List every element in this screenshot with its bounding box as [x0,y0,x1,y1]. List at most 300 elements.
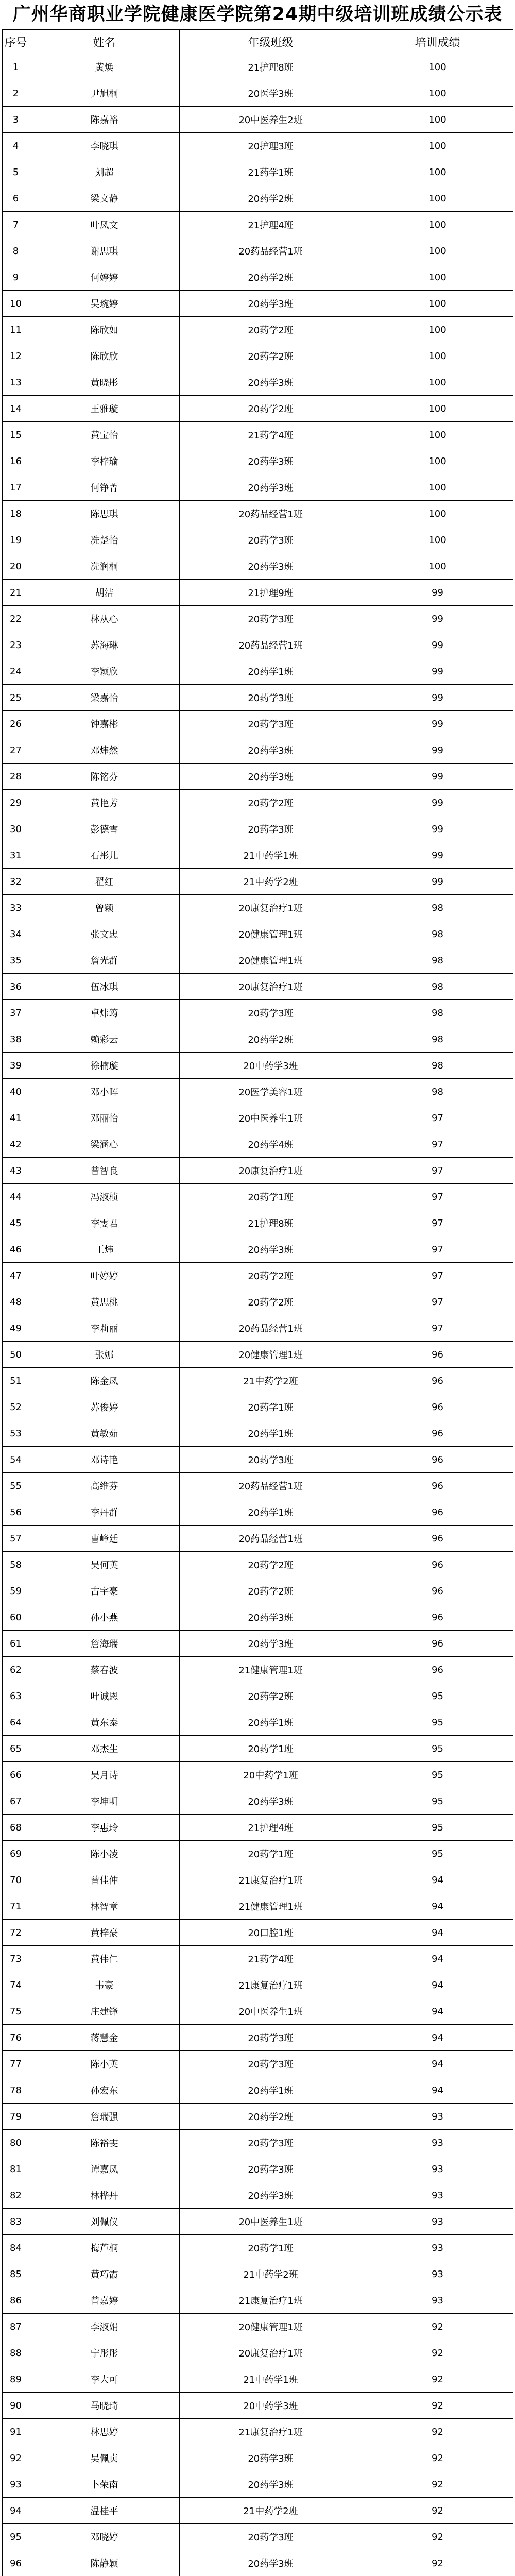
cell-score: 100 [362,212,513,238]
cell-class: 20药学3班 [180,527,362,553]
cell-class: 21中药学1班 [180,2366,362,2393]
cell-score: 93 [362,2261,513,2287]
table-row [3,2366,513,2393]
cell-index: 36 [3,974,29,1000]
cell-class: 20药品经营1班 [180,501,362,527]
header-name: 姓名 [29,30,180,54]
cell-name: 林思婷 [29,2419,180,2445]
cell-score: 95 [362,1683,513,1709]
cell-index: 30 [3,816,29,842]
cell-index: 88 [3,2340,29,2366]
cell-score: 93 [362,2130,513,2156]
table-row [3,1998,513,2025]
cell-name: 李梓瑜 [29,448,180,474]
score-table [2,29,513,2576]
cell-index: 68 [3,1815,29,1841]
cell-class: 20药学2班 [180,264,362,291]
table-row [3,1788,513,1815]
cell-name: 黄艳芳 [29,790,180,816]
cell-index: 84 [3,2235,29,2261]
cell-index: 59 [3,1578,29,1604]
cell-name: 叶诚恩 [29,1683,180,1709]
cell-score: 98 [362,974,513,1000]
cell-index: 49 [3,1315,29,1342]
cell-index: 16 [3,448,29,474]
cell-score: 92 [362,2366,513,2393]
cell-class: 20中药学3班 [180,2393,362,2419]
cell-class: 20药学3班 [180,711,362,737]
cell-name: 谭嘉凤 [29,2156,180,2182]
cell-class: 20药学3班 [180,448,362,474]
cell-name: 石彤儿 [29,842,180,869]
cell-score: 94 [362,2025,513,2051]
cell-class: 20药学2班 [180,1578,362,1604]
cell-index: 64 [3,1709,29,1736]
cell-index: 22 [3,606,29,632]
cell-class: 21护理4班 [180,1815,362,1841]
cell-class: 20药学3班 [180,369,362,396]
table-row [3,2524,513,2550]
cell-score: 100 [362,317,513,343]
cell-score: 96 [362,1394,513,1420]
cell-score: 99 [362,764,513,790]
table-body [3,54,513,2576]
cell-name: 李雯君 [29,1210,180,1236]
cell-class: 20药学3班 [180,737,362,764]
cell-score: 96 [362,1526,513,1552]
cell-index: 65 [3,1736,29,1762]
cell-name: 吴月诗 [29,1762,180,1788]
cell-name: 胡洁 [29,580,180,606]
table-row [3,974,513,1000]
cell-index: 24 [3,658,29,685]
cell-score: 94 [362,1893,513,1920]
cell-score: 92 [362,2419,513,2445]
cell-name: 曾颖 [29,895,180,921]
cell-class: 20药学3班 [180,2471,362,2498]
cell-score: 100 [362,553,513,580]
table-row [3,2550,513,2576]
cell-score: 92 [362,2393,513,2419]
table-row [3,107,513,133]
cell-class: 20药学3班 [180,2051,362,2077]
cell-index: 55 [3,1473,29,1499]
cell-score: 94 [362,1998,513,2025]
table-row [3,2182,513,2209]
cell-index: 79 [3,2104,29,2130]
cell-index: 8 [3,238,29,264]
cell-class: 21中药学2班 [180,1368,362,1394]
cell-score: 98 [362,1000,513,1026]
cell-class: 20护理3班 [180,133,362,159]
cell-class: 20中医养生1班 [180,1998,362,2025]
cell-name: 梁涵心 [29,1131,180,1158]
cell-score: 93 [362,2287,513,2314]
table-row [3,737,513,764]
table-row [3,1342,513,1368]
cell-index: 48 [3,1289,29,1315]
cell-name: 刘佩仪 [29,2209,180,2235]
cell-index: 26 [3,711,29,737]
cell-score: 99 [362,790,513,816]
cell-score: 100 [362,238,513,264]
cell-score: 93 [362,2156,513,2182]
table-row [3,1499,513,1526]
cell-score: 96 [362,1368,513,1394]
cell-score: 97 [362,1131,513,1158]
table-row [3,1920,513,1946]
cell-index: 91 [3,2419,29,2445]
table-row [3,632,513,658]
cell-score: 97 [362,1289,513,1315]
cell-index: 71 [3,1893,29,1920]
table-row [3,2419,513,2445]
cell-index: 23 [3,632,29,658]
cell-name: 何铮菁 [29,474,180,501]
cell-index: 81 [3,2156,29,2182]
cell-name: 陈欣如 [29,317,180,343]
cell-index: 53 [3,1420,29,1447]
cell-class: 20药品经营1班 [180,1526,362,1552]
cell-name: 吴何英 [29,1552,180,1578]
table-row [3,921,513,947]
cell-class: 20药学3班 [180,553,362,580]
cell-name: 彭德雪 [29,816,180,842]
cell-score: 100 [362,159,513,185]
table-row [3,2471,513,2498]
cell-name: 黄东泰 [29,1709,180,1736]
cell-index: 86 [3,2287,29,2314]
cell-index: 37 [3,1000,29,1026]
cell-class: 21中药学2班 [180,869,362,895]
table-row [3,369,513,396]
cell-class: 20药学3班 [180,685,362,711]
cell-name: 黄晓彤 [29,369,180,396]
cell-index: 51 [3,1368,29,1394]
table-row [3,1026,513,1053]
cell-score: 97 [362,1210,513,1236]
cell-index: 12 [3,343,29,369]
cell-index: 32 [3,869,29,895]
table-row [3,1053,513,1079]
cell-class: 20药学1班 [180,2077,362,2104]
cell-index: 35 [3,947,29,974]
cell-name: 谢思琪 [29,238,180,264]
cell-class: 20药学2班 [180,185,362,212]
cell-score: 92 [362,2524,513,2550]
cell-score: 96 [362,1473,513,1499]
table-row [3,133,513,159]
cell-index: 78 [3,2077,29,2104]
table-row [3,1263,513,1289]
cell-name: 张娜 [29,1342,180,1368]
table-row [3,1578,513,1604]
table-row [3,1815,513,1841]
cell-score: 100 [362,54,513,80]
cell-class: 21药学4班 [180,422,362,448]
cell-score: 94 [362,1867,513,1893]
table-row [3,422,513,448]
cell-index: 87 [3,2314,29,2340]
cell-name: 梅芦桐 [29,2235,180,2261]
cell-class: 20药学3班 [180,474,362,501]
table-row [3,159,513,185]
table-row [3,54,513,80]
cell-index: 4 [3,133,29,159]
cell-class: 20药学3班 [180,291,362,317]
table-row [3,1131,513,1158]
cell-class: 21中药学1班 [180,842,362,869]
cell-index: 20 [3,553,29,580]
cell-score: 100 [362,185,513,212]
cell-score: 95 [362,1709,513,1736]
cell-index: 2 [3,80,29,107]
cell-class: 21护理8班 [180,54,362,80]
table-row [3,343,513,369]
cell-index: 27 [3,737,29,764]
cell-class: 20药学3班 [180,1236,362,1263]
cell-index: 95 [3,2524,29,2550]
cell-name: 林智章 [29,1893,180,1920]
cell-class: 20药学3班 [180,764,362,790]
cell-score: 99 [362,842,513,869]
cell-index: 54 [3,1447,29,1473]
cell-score: 92 [362,2498,513,2524]
cell-class: 20药品经营1班 [180,632,362,658]
cell-name: 邓小晖 [29,1079,180,1105]
cell-score: 96 [362,1420,513,1447]
cell-index: 39 [3,1053,29,1079]
cell-index: 31 [3,842,29,869]
cell-index: 25 [3,685,29,711]
table-row [3,1657,513,1683]
cell-class: 20药学3班 [180,2156,362,2182]
table-row [3,1447,513,1473]
cell-score: 97 [362,1236,513,1263]
cell-name: 詹瑞强 [29,2104,180,2130]
cell-name: 曹峰廷 [29,1526,180,1552]
cell-index: 33 [3,895,29,921]
cell-class: 20药学3班 [180,1000,362,1026]
table-row [3,685,513,711]
cell-score: 100 [362,527,513,553]
cell-index: 40 [3,1079,29,1105]
table-row [3,80,513,107]
table-row [3,185,513,212]
cell-name: 陈小凌 [29,1841,180,1867]
table-row [3,238,513,264]
cell-index: 73 [3,1946,29,1972]
cell-score: 99 [362,632,513,658]
cell-class: 20药品经营1班 [180,1315,362,1342]
cell-name: 冼楚怡 [29,527,180,553]
cell-score: 100 [362,133,513,159]
cell-class: 20药品经营1班 [180,1473,362,1499]
table-row [3,2445,513,2471]
table-row [3,869,513,895]
table-row [3,1394,513,1420]
table-row [3,527,513,553]
cell-class: 20药学3班 [180,1788,362,1815]
table-row [3,2130,513,2156]
table-row [3,1184,513,1210]
cell-index: 50 [3,1342,29,1368]
cell-name: 陈嘉裕 [29,107,180,133]
cell-name: 李丹群 [29,1499,180,1526]
table-row [3,1526,513,1552]
cell-class: 20药学4班 [180,1131,362,1158]
cell-class: 20康复治疗1班 [180,2340,362,2366]
cell-name: 陈静颖 [29,2550,180,2576]
cell-index: 92 [3,2445,29,2471]
cell-index: 38 [3,1026,29,1053]
cell-score: 97 [362,1184,513,1210]
cell-class: 20药学2班 [180,1289,362,1315]
cell-index: 57 [3,1526,29,1552]
cell-class: 20康复治疗1班 [180,895,362,921]
cell-class: 20药品经营1班 [180,238,362,264]
cell-score: 93 [362,2182,513,2209]
cell-score: 92 [362,2314,513,2340]
cell-name: 陈金凤 [29,1368,180,1394]
cell-index: 3 [3,107,29,133]
table-row [3,2077,513,2104]
cell-score: 100 [362,369,513,396]
cell-index: 74 [3,1972,29,1998]
cell-class: 20药学3班 [180,606,362,632]
cell-class: 20药学2班 [180,317,362,343]
table-row [3,2104,513,2130]
cell-score: 93 [362,2104,513,2130]
table-row [3,1972,513,1998]
table-row [3,842,513,869]
table-row [3,501,513,527]
cell-class: 20药学2班 [180,1683,362,1709]
cell-name: 黄敏茹 [29,1420,180,1447]
cell-index: 89 [3,2366,29,2393]
cell-name: 陈裕雯 [29,2130,180,2156]
cell-score: 92 [362,2340,513,2366]
table-row [3,1946,513,1972]
cell-index: 46 [3,1236,29,1263]
table-row [3,2340,513,2366]
table-row [3,1315,513,1342]
cell-class: 20健康管理1班 [180,1342,362,1368]
cell-name: 刘超 [29,159,180,185]
table-row [3,1236,513,1263]
table-row [3,816,513,842]
cell-name: 李淑娟 [29,2314,180,2340]
cell-index: 85 [3,2261,29,2287]
cell-class: 20药学2班 [180,1552,362,1578]
table-row [3,1473,513,1499]
cell-score: 100 [362,107,513,133]
cell-name: 王雅璇 [29,396,180,422]
cell-name: 韦豪 [29,1972,180,1998]
cell-class: 21护理8班 [180,1210,362,1236]
cell-class: 20药学3班 [180,2445,362,2471]
cell-class: 20健康管理1班 [180,2314,362,2340]
cell-score: 94 [362,1946,513,1972]
cell-class: 20医学3班 [180,80,362,107]
cell-score: 98 [362,921,513,947]
cell-score: 98 [362,1026,513,1053]
cell-name: 孙宏东 [29,2077,180,2104]
cell-score: 100 [362,501,513,527]
table-row [3,711,513,737]
table-row [3,1210,513,1236]
cell-name: 林从心 [29,606,180,632]
cell-score: 96 [362,1657,513,1683]
table-row [3,606,513,632]
cell-index: 67 [3,1788,29,1815]
cell-score: 96 [362,1631,513,1657]
table-row [3,1762,513,1788]
cell-class: 21康复治疗1班 [180,2419,362,2445]
cell-name: 宁彤彤 [29,2340,180,2366]
cell-name: 蔡春波 [29,1657,180,1683]
cell-class: 20药学3班 [180,2025,362,2051]
cell-score: 97 [362,1263,513,1289]
cell-class: 20药学1班 [180,1394,362,1420]
cell-score: 94 [362,1972,513,1998]
table-row [3,448,513,474]
cell-index: 56 [3,1499,29,1526]
cell-index: 14 [3,396,29,422]
cell-name: 黄宝怡 [29,422,180,448]
cell-name: 何婷婷 [29,264,180,291]
cell-score: 92 [362,2445,513,2471]
cell-score: 100 [362,343,513,369]
table-row [3,264,513,291]
cell-index: 6 [3,185,29,212]
cell-name: 徐楠璇 [29,1053,180,1079]
page-title: 广州华商职业学院健康医学院第24期中级培训班成绩公示表 [12,4,503,25]
cell-score: 97 [362,1158,513,1184]
cell-index: 75 [3,1998,29,2025]
cell-name: 李大可 [29,2366,180,2393]
table-row [3,1604,513,1631]
table-row [3,212,513,238]
table-row [3,1000,513,1026]
cell-class: 20药学2班 [180,790,362,816]
cell-class: 20康复治疗1班 [180,1158,362,1184]
cell-index: 52 [3,1394,29,1420]
cell-score: 100 [362,80,513,107]
table-row [3,2261,513,2287]
table-row [3,580,513,606]
table-row [3,658,513,685]
cell-name: 张文忠 [29,921,180,947]
cell-score: 100 [362,474,513,501]
cell-score: 99 [362,685,513,711]
cell-score: 94 [362,2051,513,2077]
cell-class: 20中医养生1班 [180,2209,362,2235]
cell-name: 尹旭桐 [29,80,180,107]
cell-name: 邓炜然 [29,737,180,764]
cell-index: 69 [3,1841,29,1867]
cell-name: 蒋慧金 [29,2025,180,2051]
cell-name: 曾智良 [29,1158,180,1184]
cell-index: 94 [3,2498,29,2524]
table-row [3,2209,513,2235]
cell-index: 61 [3,1631,29,1657]
cell-class: 20药学3班 [180,816,362,842]
cell-index: 41 [3,1105,29,1131]
cell-name: 叶婷婷 [29,1263,180,1289]
table-row [3,474,513,501]
cell-class: 20药学3班 [180,2182,362,2209]
